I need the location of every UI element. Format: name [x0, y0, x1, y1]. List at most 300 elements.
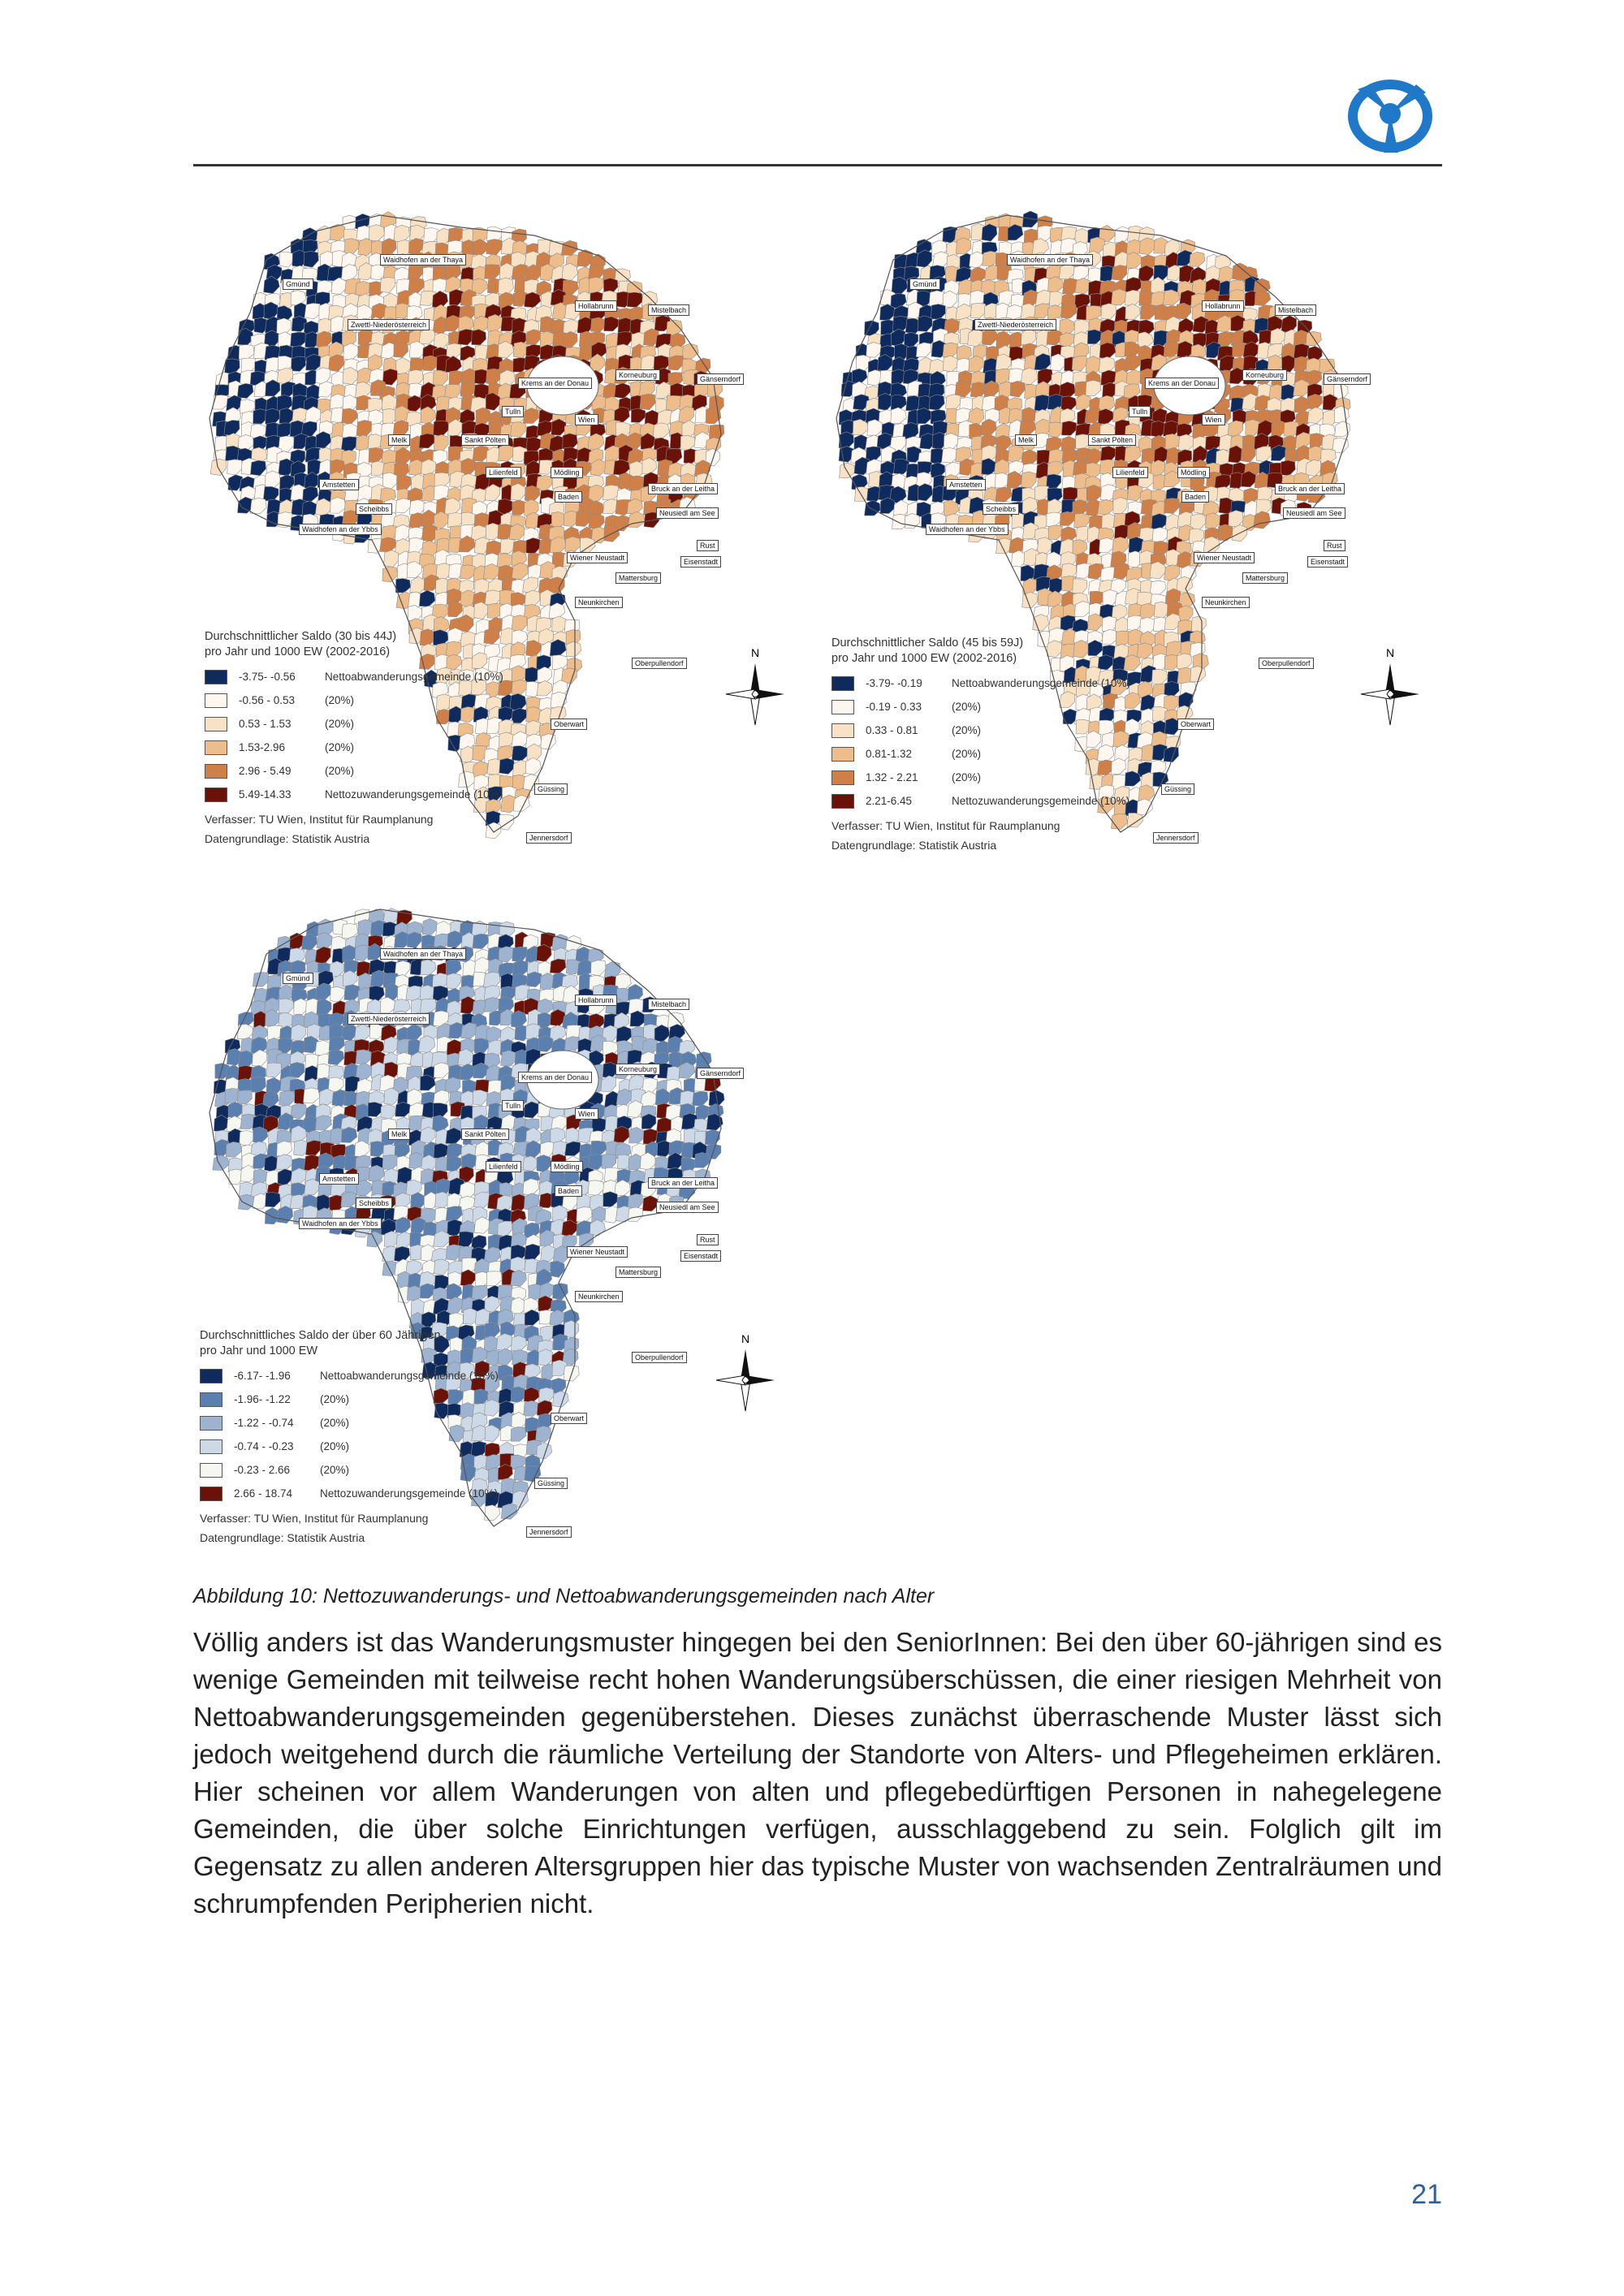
place-label: Neunkirchen [575, 1291, 623, 1302]
legend-row [200, 1435, 499, 1458]
municipality-cell [1177, 303, 1191, 319]
municipality-cell [511, 1336, 526, 1352]
municipality-cell [943, 343, 958, 357]
municipality-cell [1098, 499, 1115, 514]
legend-row [205, 759, 503, 783]
place-label: Güssing [1161, 783, 1194, 795]
place-label: Zwettl-Niederösterreich [348, 1013, 430, 1025]
municipality-cell [317, 999, 331, 1015]
municipality-cell [276, 1154, 292, 1171]
municipality-cell [434, 1063, 449, 1078]
municipality-cell [237, 1090, 252, 1104]
municipality-cell [512, 1011, 527, 1028]
municipality-cell [1047, 461, 1063, 476]
legend-row [831, 695, 1130, 719]
legend-range: -0.23 - 2.66 [234, 1464, 291, 1476]
municipality-cell [1112, 265, 1127, 281]
legend-title: Durchschnittlicher Saldo (30 bis 44J) [205, 630, 397, 643]
municipality-cell [1099, 357, 1115, 373]
logo-icon [1346, 78, 1434, 154]
place-label: Korneuburg [615, 369, 660, 381]
place-label: Waidhofen an der Thaya [380, 948, 466, 960]
municipality-cell [344, 239, 359, 254]
municipality-cell [1152, 528, 1168, 542]
municipality-cell [1125, 304, 1141, 320]
municipality-cell [382, 1155, 399, 1170]
municipality-cell [969, 356, 984, 373]
municipality-cell [1281, 316, 1297, 333]
municipality-cell [918, 484, 932, 501]
municipality-cell [1060, 511, 1074, 525]
municipality-cell [315, 1116, 331, 1130]
municipality-cell [1164, 747, 1179, 762]
municipality-cell [432, 1116, 448, 1133]
municipality-cell [423, 356, 438, 371]
legend-subtitle: pro Jahr und 1000 EW (2002-2016) [831, 652, 1017, 665]
legend-note: Nettoabwanderungsgemeinde (10%) [325, 671, 503, 683]
compass-label: N [1385, 646, 1395, 659]
legend-row [205, 665, 503, 688]
legend-range: 5.49-14.33 [239, 788, 292, 801]
place-label: Eisenstadt [1307, 556, 1348, 568]
municipality-cell [447, 343, 462, 358]
municipality-cell [499, 445, 514, 462]
municipality-cell [1086, 380, 1101, 395]
municipality-cell [1228, 421, 1243, 436]
municipality-cell [1127, 615, 1142, 631]
municipality-cell [541, 1245, 555, 1261]
place-label: Neusiedl am See [656, 507, 719, 519]
place-label: Mödling [551, 467, 583, 478]
municipality-cell [628, 1207, 643, 1221]
municipality-cell [266, 471, 281, 488]
municipality-cell [537, 680, 552, 696]
page-number: 21 [1411, 2179, 1442, 2210]
legend-range: -3.79- -0.19 [866, 677, 922, 689]
municipality-cell [356, 382, 371, 397]
municipality-cell [1164, 681, 1180, 697]
municipality-cell [343, 343, 359, 360]
municipality-cell [394, 1206, 409, 1219]
municipality-cell [447, 931, 463, 947]
municipality-cell [970, 382, 987, 397]
municipality-cell [615, 383, 631, 399]
place-label: Wien [575, 414, 598, 425]
legend-source: Datengrundlage: Statistik Austria [831, 839, 997, 852]
municipality-cell [369, 225, 384, 241]
municipality-cell [1051, 354, 1066, 371]
municipality-cell [237, 383, 253, 398]
municipality-cell [1178, 434, 1194, 451]
municipality-cell [512, 947, 527, 962]
municipality-cell [666, 395, 681, 411]
legend-note: (20%) [325, 694, 355, 706]
municipality-cell [1010, 381, 1024, 397]
municipality-cell [550, 1025, 566, 1041]
municipality-cell [279, 408, 294, 424]
municipality-cell [565, 537, 581, 552]
municipality-cell [510, 693, 526, 710]
municipality-cell [420, 999, 436, 1013]
municipality-cell [512, 615, 527, 632]
legend-note: (20%) [325, 741, 355, 753]
municipality-cell [394, 225, 409, 242]
municipality-cell [614, 1126, 629, 1142]
place-label: Waidhofen an der Ybbs [299, 1218, 382, 1229]
municipality-cell [419, 590, 435, 606]
place-label: Mistelbach [648, 999, 689, 1010]
municipality-cell [526, 641, 542, 657]
place-label: Oberwart [551, 1413, 587, 1424]
place-label: Gmünd [283, 278, 313, 290]
municipality-cell [315, 947, 330, 964]
municipality-cell [892, 277, 908, 294]
municipality-cell [627, 292, 643, 308]
municipality-cell [631, 408, 646, 422]
place-label: Gänserndorf [697, 373, 744, 385]
municipality-cell [996, 369, 1010, 383]
legend-swatch [205, 788, 227, 802]
municipality-cell [1099, 343, 1116, 359]
map-legend [205, 629, 503, 848]
place-label: Tulln [502, 1100, 524, 1111]
municipality-cell [303, 1088, 319, 1103]
municipality-cell [447, 973, 461, 990]
municipality-cell [486, 1026, 501, 1042]
municipality-cell [550, 640, 566, 656]
municipality-cell [537, 944, 552, 961]
municipality-cell [970, 304, 986, 318]
municipality-cell [565, 1142, 582, 1156]
municipality-cell [1112, 537, 1129, 555]
municipality-cell [601, 1076, 616, 1092]
place-label: Wiener Neustadt [567, 552, 628, 563]
place-label: Krems an der Donau [518, 1072, 592, 1083]
place-label: Oberpullendorf [632, 658, 687, 669]
municipality-cell [433, 421, 449, 436]
place-label: Waidhofen an der Thaya [380, 254, 466, 265]
municipality-cell [253, 973, 269, 987]
legend-row [200, 1458, 499, 1482]
municipality-cell [278, 1169, 292, 1185]
municipality-cell [369, 1165, 385, 1181]
figure-caption: Abbildung 10: Nettozuwanderungs- und Nettoabwanderungsgemeinden nach Alter [193, 1585, 935, 1608]
legend-swatch [831, 723, 854, 738]
municipality-cell [1099, 538, 1115, 553]
place-label: Melk [388, 434, 410, 446]
place-label: Lilienfeld [486, 467, 521, 478]
municipality-cell [1309, 446, 1323, 462]
municipality-cell [512, 709, 526, 723]
municipality-cell [512, 680, 526, 695]
municipality-cell [434, 370, 448, 386]
legend-note: Nettoabwanderungsgemeinde (10%) [952, 677, 1130, 689]
municipality-cell [1177, 654, 1192, 670]
legend-row [205, 712, 503, 736]
municipality-cell [384, 550, 400, 568]
municipality-cell [238, 1194, 254, 1210]
legend-range: -0.19 - 0.33 [866, 701, 922, 713]
municipality-cell [292, 356, 306, 372]
place-label: Tulln [502, 406, 524, 417]
municipality-cell [1048, 525, 1062, 540]
compass-icon [723, 645, 788, 730]
municipality-cell [1190, 252, 1205, 266]
municipality-cell [342, 924, 358, 939]
municipality-cell [291, 1062, 305, 1077]
legend-note: (20%) [320, 1464, 350, 1476]
municipality-cell [419, 1036, 435, 1053]
municipality-cell [266, 1063, 281, 1077]
legend-note: Nettoabwanderungsgemeinde (10%) [320, 1370, 499, 1382]
municipality-cell [653, 423, 669, 439]
municipality-cell [305, 1141, 321, 1156]
legend-range: -0.74 - -0.23 [234, 1440, 294, 1452]
place-label: Gmünd [283, 973, 313, 984]
municipality-cell [408, 238, 423, 255]
legend-range: -0.56 - 0.53 [239, 694, 296, 706]
municipality-cell [591, 960, 607, 976]
municipality-cell [512, 666, 526, 683]
legend-note: Nettozuwanderungsgemeinde (10%) [320, 1487, 499, 1500]
municipality-cell [380, 277, 395, 292]
place-label: Zwettl-Niederösterreich [974, 319, 1056, 330]
municipality-cell [1086, 306, 1102, 321]
municipality-cell [317, 932, 334, 948]
municipality-cell [591, 1141, 607, 1155]
municipality-cell [1229, 511, 1243, 527]
municipality-cell [472, 1285, 489, 1300]
municipality-cell [329, 355, 344, 372]
municipality-cell [525, 292, 541, 308]
place-label: Wiener Neustadt [567, 1246, 628, 1258]
municipality-cell [643, 1129, 658, 1144]
municipality-cell [1335, 406, 1350, 424]
municipality-cell [419, 328, 435, 344]
municipality-cell [486, 369, 502, 384]
municipality-cell [1218, 524, 1233, 541]
place-label: Oberwart [551, 719, 587, 730]
place-label: Zwettl-Niederösterreich [348, 319, 430, 330]
place-label: Korneuburg [615, 1064, 660, 1075]
legend-author: Verfasser: TU Wien, Institut für Raumplanung [200, 1512, 429, 1525]
place-label: Wien [1202, 414, 1225, 425]
municipality-cell [613, 460, 629, 475]
municipality-cell [1150, 580, 1165, 594]
municipality-cell [447, 1297, 463, 1314]
municipality-cell [475, 1309, 490, 1325]
municipality-cell [526, 537, 540, 554]
municipality-cell [1307, 408, 1324, 424]
municipality-cell [589, 513, 605, 529]
municipality-cell [356, 421, 372, 437]
legend-note: (20%) [320, 1417, 350, 1429]
municipality-cell [485, 590, 501, 606]
place-label: Mattersburg [1242, 572, 1288, 584]
municipality-cell [408, 278, 424, 293]
legend-note: (20%) [325, 765, 355, 777]
municipality-cell [238, 434, 254, 450]
municipality-cell [538, 667, 552, 682]
legend-swatch [205, 670, 227, 684]
municipality-cell [447, 1284, 462, 1300]
municipality-cell [472, 330, 486, 345]
place-label: Hollabrunn [575, 995, 617, 1006]
place-label: Korneuburg [1242, 369, 1287, 381]
municipality-cell [525, 1102, 539, 1118]
municipality-cell [266, 408, 280, 425]
place-label: Mattersburg [615, 1267, 661, 1278]
legend-author: Verfasser: TU Wien, Institut für Raumplanung [831, 819, 1060, 832]
municipality-cell [239, 1051, 254, 1067]
municipality-cell [957, 238, 971, 254]
place-label: Rust [697, 1234, 719, 1245]
compass-icon [1358, 645, 1423, 730]
municipality-cell [264, 302, 278, 320]
municipality-cell [541, 734, 555, 749]
municipality-cell [539, 1283, 554, 1298]
municipality-cell [640, 394, 655, 410]
place-label: Mistelbach [648, 304, 689, 316]
municipality-cell [1113, 498, 1127, 514]
legend-swatch [205, 740, 227, 755]
place-label: Sankt Pölten [1088, 434, 1136, 446]
municipality-cell [328, 1050, 344, 1065]
municipality-cell [421, 407, 436, 424]
municipality-cell [946, 395, 961, 410]
municipality-cell [304, 303, 322, 318]
municipality-cell [486, 1271, 502, 1286]
municipality-cell [250, 498, 266, 514]
municipality-cell [511, 1426, 526, 1441]
municipality-cell [1047, 512, 1061, 526]
place-label: Oberpullendorf [1259, 658, 1314, 669]
place-label: Neunkirchen [1202, 597, 1250, 608]
municipality-cell [1112, 289, 1127, 305]
municipality-cell [434, 333, 449, 348]
municipality-cell [604, 317, 620, 331]
municipality-cell [446, 1128, 461, 1144]
municipality-cell [603, 1192, 619, 1207]
municipality-cell [1151, 669, 1168, 684]
municipality-cell [628, 984, 642, 1001]
municipality-cell [602, 1154, 616, 1169]
municipality-cell [344, 985, 360, 1000]
municipality-cell [944, 434, 958, 450]
legend-subtitle: pro Jahr und 1000 EW (2002-2016) [205, 645, 391, 658]
place-label: Bruck an der Leitha [648, 483, 718, 494]
municipality-cell [279, 999, 294, 1014]
map-panel-30-44 [193, 199, 810, 873]
legend-range: 0.53 - 1.53 [239, 718, 292, 730]
municipality-cell [253, 1127, 268, 1143]
place-label: Baden [1181, 491, 1209, 503]
legend-range: -6.17- -1.96 [234, 1370, 291, 1382]
municipality-cell [577, 317, 593, 334]
municipality-cell [228, 1102, 244, 1117]
place-label: Waidhofen an der Thaya [1007, 254, 1093, 265]
municipality-cell [1140, 304, 1155, 320]
legend-row [200, 1482, 499, 1505]
legend-note: (20%) [320, 1440, 350, 1452]
municipality-cell [1060, 333, 1074, 347]
place-label: Bruck an der Leitha [1275, 483, 1345, 494]
municipality-cell [420, 1284, 434, 1298]
legend-subtitle: pro Jahr und 1000 EW [200, 1344, 318, 1357]
municipality-cell [525, 757, 541, 775]
place-label: Jennersdorf [526, 832, 572, 844]
municipality-cell [553, 655, 568, 670]
municipality-cell [329, 1037, 345, 1051]
place-label: Gänserndorf [697, 1068, 744, 1079]
municipality-cell [341, 1127, 356, 1142]
municipality-cell [1164, 498, 1180, 514]
place-label: Scheibbs [356, 503, 392, 515]
municipality-cell [866, 447, 880, 461]
legend-note: (20%) [952, 724, 982, 736]
municipality-cell [356, 1050, 372, 1064]
place-label: Wiener Neustadt [1194, 552, 1255, 563]
municipality-cell [616, 1089, 632, 1105]
place-label: Hollabrunn [1202, 300, 1244, 312]
place-label: Amstetten [319, 1173, 359, 1185]
municipality-cell [237, 1024, 253, 1039]
legend-range: -3.75- -0.56 [239, 671, 296, 683]
municipality-cell [564, 1320, 579, 1337]
municipality-cell [501, 1051, 516, 1067]
municipality-cell [356, 1180, 372, 1195]
municipality-cell [240, 1130, 254, 1146]
municipality-cell [460, 1064, 475, 1080]
municipality-cell [1179, 606, 1194, 622]
municipality-cell [589, 277, 603, 293]
municipality-cell [277, 1141, 292, 1156]
municipality-cell [224, 421, 240, 436]
place-label: Wien [575, 1108, 598, 1120]
municipality-cell [343, 970, 357, 986]
municipality-cell [277, 369, 293, 384]
municipality-cell [446, 1206, 462, 1222]
legend-swatch [205, 764, 227, 779]
legend-swatch [200, 1369, 222, 1383]
municipality-cell [266, 1009, 281, 1026]
place-label: Güssing [534, 783, 568, 795]
municipality-cell [408, 932, 422, 948]
municipality-cell [409, 499, 425, 514]
municipality-cell [408, 264, 423, 280]
municipality-cell [433, 986, 449, 1001]
legend-note: (20%) [952, 701, 982, 713]
place-label: Gänserndorf [1324, 373, 1371, 385]
place-label: Güssing [534, 1478, 568, 1489]
municipality-cell [526, 330, 541, 345]
municipality-cell [1098, 409, 1114, 425]
place-label: Jennersdorf [526, 1526, 572, 1538]
legend-swatch [831, 770, 854, 785]
municipality-cell [473, 934, 489, 948]
place-label: Waidhofen an der Ybbs [299, 524, 382, 535]
municipality-cell [1073, 579, 1087, 594]
municipality-cell [473, 240, 488, 256]
legend-row [205, 736, 503, 759]
municipality-cell [434, 435, 449, 451]
municipality-cell [616, 1026, 632, 1042]
municipality-cell [904, 332, 918, 347]
municipality-cell [1101, 304, 1116, 320]
municipality-cell [1137, 643, 1153, 658]
place-label: Neusiedl am See [656, 1202, 719, 1213]
municipality-cell [419, 434, 435, 448]
